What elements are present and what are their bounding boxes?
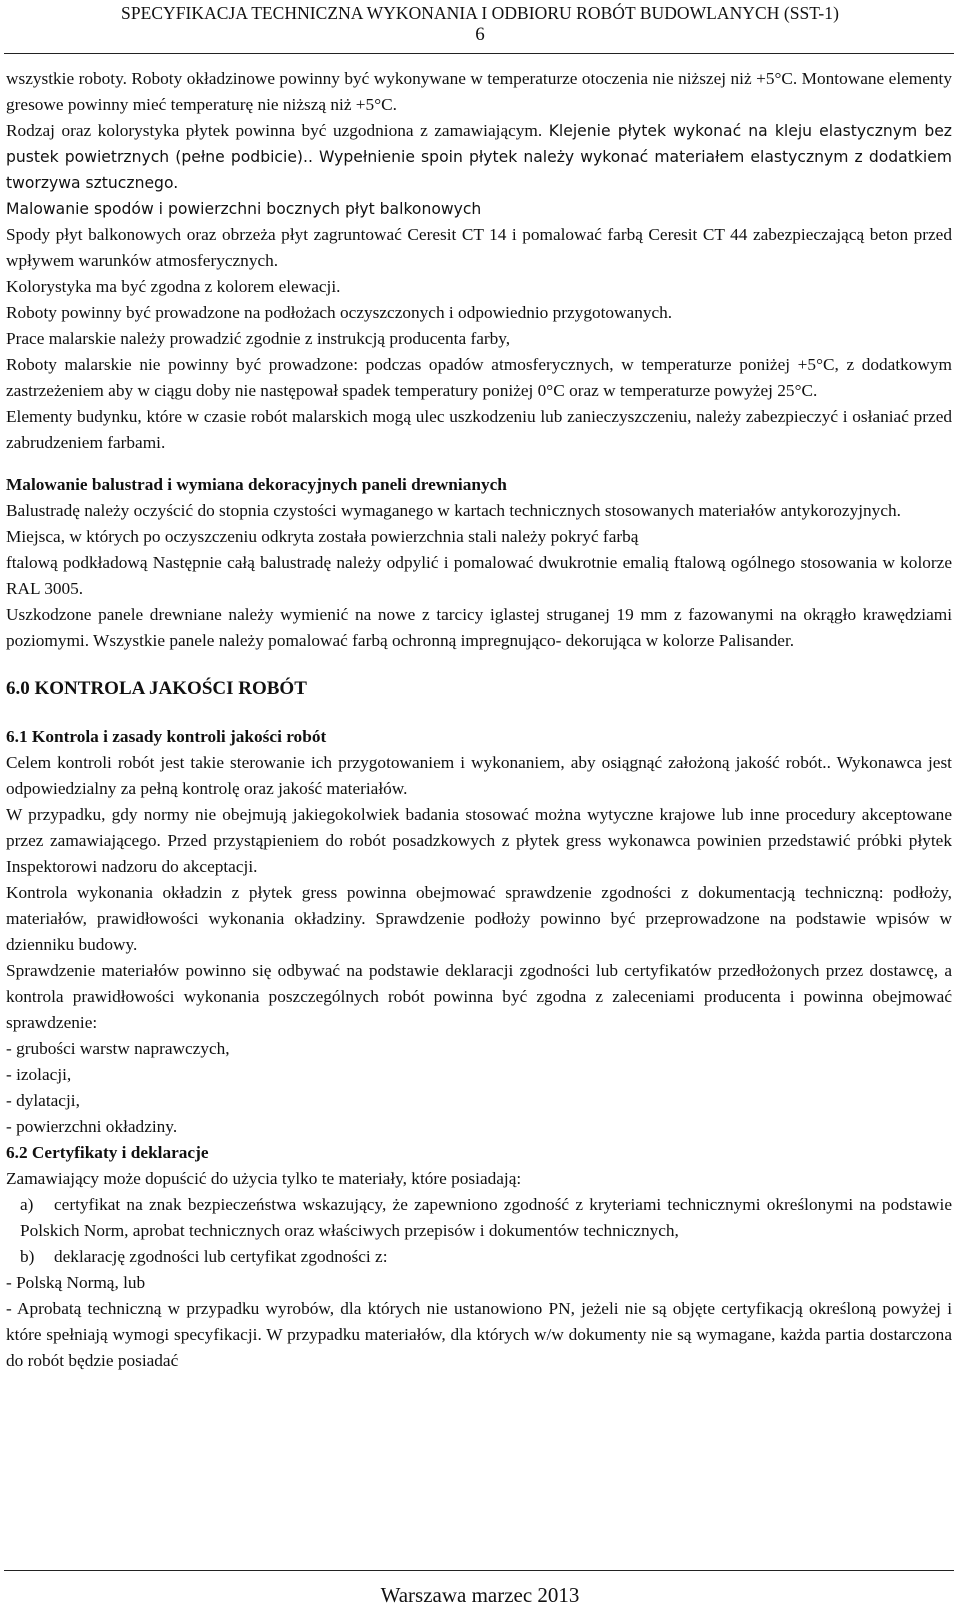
spacer <box>6 702 952 724</box>
paragraph: Sprawdzenie materiałów powinno się odbywać na podstawie deklaracji zgodności lub certyfikatów przedłożonych przez dostawcę, a kontrola prawidłowości wykonania poszczególnych robót powinna być zgodna z zaleceniami producenta i powinna obejmować sprawdzenie: <box>6 961 952 1032</box>
spacer <box>6 456 952 472</box>
paragraph: Celem kontroli robót jest takie sterowanie ich przygotowaniem i wykonaniem, aby osiągnąć założoną jakość robót.. Wykonawca jest odpowiedzialny za pełną kontrolę oraz jakość materiałów. <box>6 753 952 798</box>
list-item: - izolacji, <box>6 1065 72 1084</box>
subheading: Malowanie spodów i powierzchni bocznych płyt balkonowych <box>6 200 482 218</box>
list-marker: a) <box>20 1195 34 1214</box>
paragraph-text: Rodzaj oraz kolorystyka płytek powinna być uzgodniona z zamawiającym. <box>6 121 549 140</box>
list-item-text: deklarację zgodności lub certyfikat zgodności z: <box>54 1247 388 1266</box>
paragraph: - Aprobatą techniczną w przypadku wyrobów, dla których nie ustanowiono PN, jeżeli nie są objęte certyfikacją określoną powyżej i które spełniają wymogi specyfikacji. W przypadku materiałów, dla których w/w dokumenty nie są wymagane, każda partia dostarczona do robót będzie posiadać <box>6 1299 952 1370</box>
paragraph: Zamawiający może dopuścić do użycia tylko te materiały, które posiadają: <box>6 1169 522 1188</box>
paragraph: ftalową podkładową Następnie całą balustradę należy odpylić i pomalować dwukrotnie emalią ftalową ogólnego stosowania w kolorze RAL 3005. <box>6 553 952 598</box>
footer-divider <box>4 1570 954 1571</box>
section-heading: 6.1 Kontrola i zasady kontroli jakości robót <box>6 727 327 746</box>
header-title: SPECYFIKACJA TECHNICZNA WYKONANIA I ODBIORU ROBÓT BUDOWLANYCH (SST-1) <box>121 3 839 23</box>
paragraph: Uszkodzone panele drewniane należy wymienić na nowe z tarcicy iglastej struganej 19 mm z fazowanymi na okrągło krawędziami poziomymi. Wszystkie panele należy pomalować farbą ochronną impregnująco- dekorująca w kolorze Palisander. <box>6 605 952 650</box>
section-heading: 6.2 Certyfikaty i deklaracje <box>6 1143 209 1162</box>
list-item-text: certyfikat na znak bezpieczeństwa wskazujący, że zapewniono zgodność z kryteriami technicznymi określonymi na podstawie Polskich Norm, aprobat technicznych oraz właściwych przepisów i dokumentów technicznych, <box>20 1195 952 1240</box>
list-item: - grubości warstw naprawczych, <box>6 1039 230 1058</box>
paragraph: Roboty powinny być prowadzone na podłożach oczyszczonych i odpowiednio przygotowanych. <box>6 303 673 322</box>
paragraph: Kolorystyka ma być zgodna z kolorem elewacji. <box>6 277 341 296</box>
header-divider <box>4 53 954 54</box>
paragraph: wszystkie roboty. Roboty okładzinowe powinny być wykonywane w temperaturze otoczenia nie niższej niż +5°C. Montowane elementy gresowe powinny mieć temperaturę nie niższą niż +5°C. <box>6 69 952 114</box>
list-item <box>6 1244 952 1270</box>
paragraph-text: Klejenie płytek wykonać na kleju elastycznym bez pustek powietrznych (pełne podbicie).. Wypełnienie spoin płytek należy wykonać materiałem elastycznym z dodatkiem tworzywa sztucznego. <box>6 122 952 192</box>
page-number: 6 <box>475 24 485 45</box>
page-header <box>0 2 960 46</box>
list-item <box>6 1192 952 1244</box>
paragraph: Roboty malarskie nie powinny być prowadzone: podczas opadów atmosferycznych, w temperaturze poniżej +5°C, z dodatkowym zastrzeżeniem aby w ciągu doby nie następował spadek temperatury poniżej 0°C oraz w temperaturze powyżej 25°C. <box>6 355 952 400</box>
list-item: - powierzchni okładziny. <box>6 1117 178 1136</box>
paragraph: Prace malarskie należy prowadzić zgodnie z instrukcją producenta farby, <box>6 329 511 348</box>
paragraph: Spody płyt balkonowych oraz obrzeża płyt zagruntować Ceresit CT 14 i pomalować farbą Ceresit CT 44 zabezpieczającą beton przed wpływem warunków atmosferycznych. <box>6 225 952 270</box>
list-item: - dylatacji, <box>6 1091 80 1110</box>
spacer <box>6 654 952 676</box>
chapter-heading: 6.0 KONTROLA JAKOŚCI ROBÓT <box>6 678 307 699</box>
list-item: - Polską Normą, lub <box>6 1273 146 1292</box>
paragraph: W przypadku, gdy normy nie obejmują jakiegokolwiek badania stosować można wytyczne krajowe lub inne procedury akceptowane przez zamawiającego. Przed przystąpieniem do robót posadzkowych z płytek gress wykonawca powinien przedstawić próbki płytek Inspektorowi nadzoru do akceptacji. <box>6 805 952 876</box>
paragraph: Elementy budynku, które w czasie robót malarskich mogą ulec uszkodzeniu lub zanieczyszczeniu, należy zabezpieczyć i osłaniać przed zabrudzeniem farbami. <box>6 407 952 452</box>
section-heading: Malowanie balustrad i wymiana dekoracyjnych paneli drewnianych <box>6 475 507 494</box>
paragraph: Balustradę należy oczyścić do stopnia czystości wymaganego w kartach technicznych stosowanych materiałów antykorozyjnych. <box>6 501 901 520</box>
document-body <box>6 66 952 1374</box>
paragraph: Miejsca, w których po oczyszczeniu odkryta została powierzchnia stali należy pokryć farbą <box>6 527 639 546</box>
page-footer: Warszawa marzec 2013 <box>380 1583 580 1607</box>
paragraph <box>6 118 952 196</box>
list-marker: b) <box>20 1247 35 1266</box>
paragraph: Kontrola wykonania okładzin z płytek gress powinna obejmować sprawdzenie zgodności z dokumentacją techniczną: podłoży, materiałów, prawidłowości wykonania okładziny. Sprawdzenie podłoży powinno być przeprowadzone na podstawie wpisów w dzienniku budowy. <box>6 883 952 954</box>
